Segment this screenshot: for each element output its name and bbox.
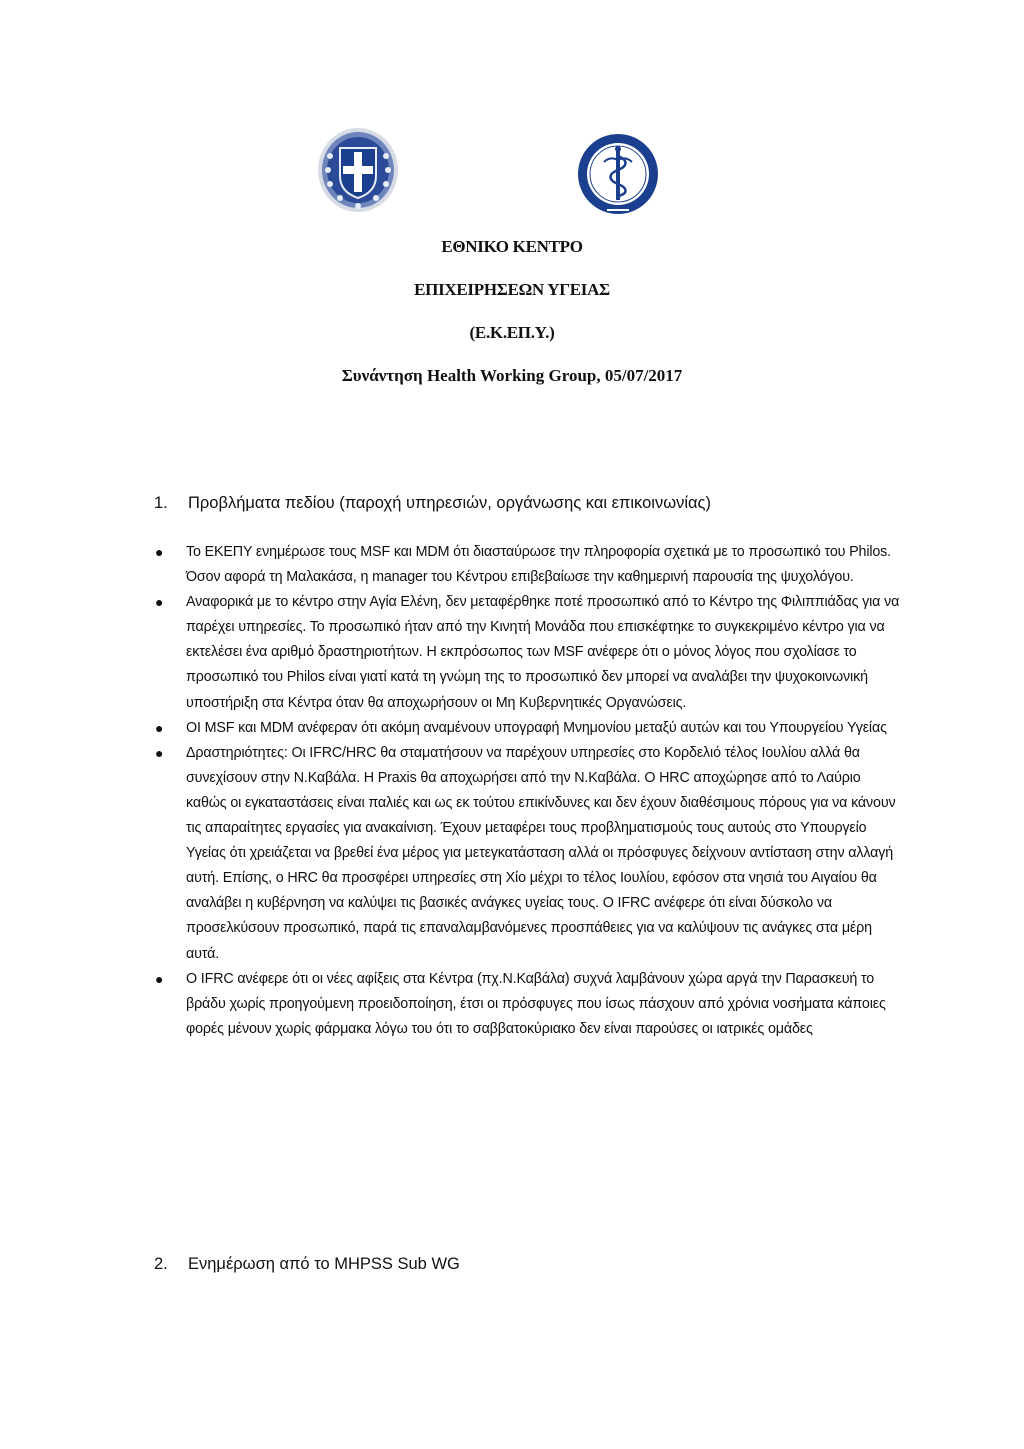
list-item [154, 716, 904, 741]
bullet-icon: ● [155, 744, 164, 761]
bullet-icon: ● [155, 544, 164, 560]
meeting-title: Συνάντηση Health Working Group, 05/07/2017 [341, 366, 683, 385]
section-title: Προβλήματα πεδίου (παροχή υπηρεσιών, οργάνωσης και επικοινωνίας) [188, 494, 711, 512]
organization-subtitle: ΕΠΙΧΕΙΡΗΣΕΩΝ ΥΓΕΙΑΣ [414, 280, 610, 299]
ekepy-emblem-logo [576, 132, 660, 216]
bullet-icon: ● [155, 970, 164, 987]
section-2-heading [154, 1253, 914, 1275]
list-item-text: Δραστηριότητες: Οι IFRC/HRC θα σταματήσουν να παρέχουν υπηρεσίες στο Κορδελιό τέλος Ιουλίου αλλά θα συνεχίσουν στην Ν.Καβάλα. Η Praxis θα αποχωρήσει από την Ν.Καβάλα. Ο HRC αποχώρησε από το Λαύριο καθώς οι εγκαταστάσεις είναι παλιές και ως εκ τούτου επικίνδυνες και δεν έχουν διαθέσιμους πόρους για να κάνουν τις απαραίτητες εργασίες για ανακαίνιση. Έχουν μεταφέρει τους προβληματισμούς τους αυτούς στο Υπουργείο Υγείας ότι χρειάζεται να βρεθεί ένα μέρος για μετεγκατάσταση αλλά οι πρόσφυγες δείχνουν αντίσταση στην αλλαγή αυτή. Επίσης, ο HRC θα προσφέρει υπηρεσίες στη Χίο μέχρι το τέλος Ιουλίου, εφόσον στα νησιά του Αιγαίου θα αναλάβει η κυβέρνηση να καλύψει τις βασικές ανάγκες υγείας τους. Ο IFRC ανέφερε ότι είναι δύσκολο να προσελκύσουν προσωπικό, παρά τις επαναλαμβανόμενες προσπάθειες για να καλύψουν τις ανάγκες στα μέρη αυτά. [186, 744, 896, 962]
organization-acronym: (Ε.Κ.ΕΠ.Υ.) [469, 323, 555, 342]
organization-name: ΕΘΝΙΚΟ ΚΕΝΤΡΟ [441, 237, 583, 256]
list-item [154, 967, 904, 1042]
list-item [154, 590, 904, 715]
list-item-text: Ο IFRC ανέφερε ότι οι νέες αφίξεις στα Κέντρα (πχ.Ν.Καβάλα) συχνά λαμβάνουν χώρα αργά την Παρασκευή το βράδυ χωρίς προηγούμενη προειδοποίηση, έτσι οι πρόσφυγες που ίσως πάσχουν από χρόνια νοσήματα κάποιες φορές μένουν χωρίς φάρμακα λόγω του ότι το σαββατοκύριακο δεν είναι παρούσες οι ιατρικές ομάδες [186, 970, 886, 1037]
section-number: 2. [154, 1255, 168, 1273]
logo-row [0, 126, 1024, 218]
list-item-text: Το ΕΚΕΠΥ ενημέρωσε τους MSF και MDM ότι διασταύρωσε την πληροφορία σχετικά με το προσωπικό του Philos. Όσον αφορά τη Μαλακάσα, η manager του Κέντρου επιβεβαίωσε την καθημερινή παρουσία της ψυχολόγου. [186, 544, 892, 586]
bullet-icon: ● [155, 594, 164, 611]
list-item [154, 741, 904, 967]
document-header [0, 236, 1024, 387]
list-item-text: Αναφορικά με το κέντρο στην Αγία Ελένη, δεν μεταφέρθηκε ποτέ προσωπικό από το Κέντρο της Φιλιππιάδας για να παρέχει υπηρεσίες. Το προσωπικό ήταν από την Κινητή Μονάδα που επισκέφτηκε το συγκεκριμένο κέντρο για να εκτελέσει ένα αριθμό δραστηριοτήτων. Η εκπρόσωπος των MSF ανέφερε ότι ο μόνος λόγος που σχολίασε το προσωπικό του Philos είναι γιατί κατά τη γνώμη της το προσωπικό δεν μπορεί να αναλάβει την ψυχοκοινωνική υποστήριξη στα Κέντρα όταν θα αποχωρήσουν οι Μη Κυβερνητικές Οργανώσεις. [186, 594, 900, 711]
list-item-text: ΟΙ MSF και MDM ανέφεραν ότι ακόμη αναμένουν υπογραφή Μνημονίου μεταξύ αυτών και του Υπουργείου Υγείας [186, 719, 887, 736]
section-1-bullet-list [154, 540, 904, 1042]
section-number: 1. [154, 494, 168, 512]
list-item [154, 540, 904, 590]
coat-of-arms-logo [316, 126, 400, 214]
bullet-icon: ● [155, 719, 164, 736]
section-1-heading [154, 492, 914, 514]
section-title: Ενημέρωση από το MHPSS Sub WG [188, 1255, 460, 1273]
